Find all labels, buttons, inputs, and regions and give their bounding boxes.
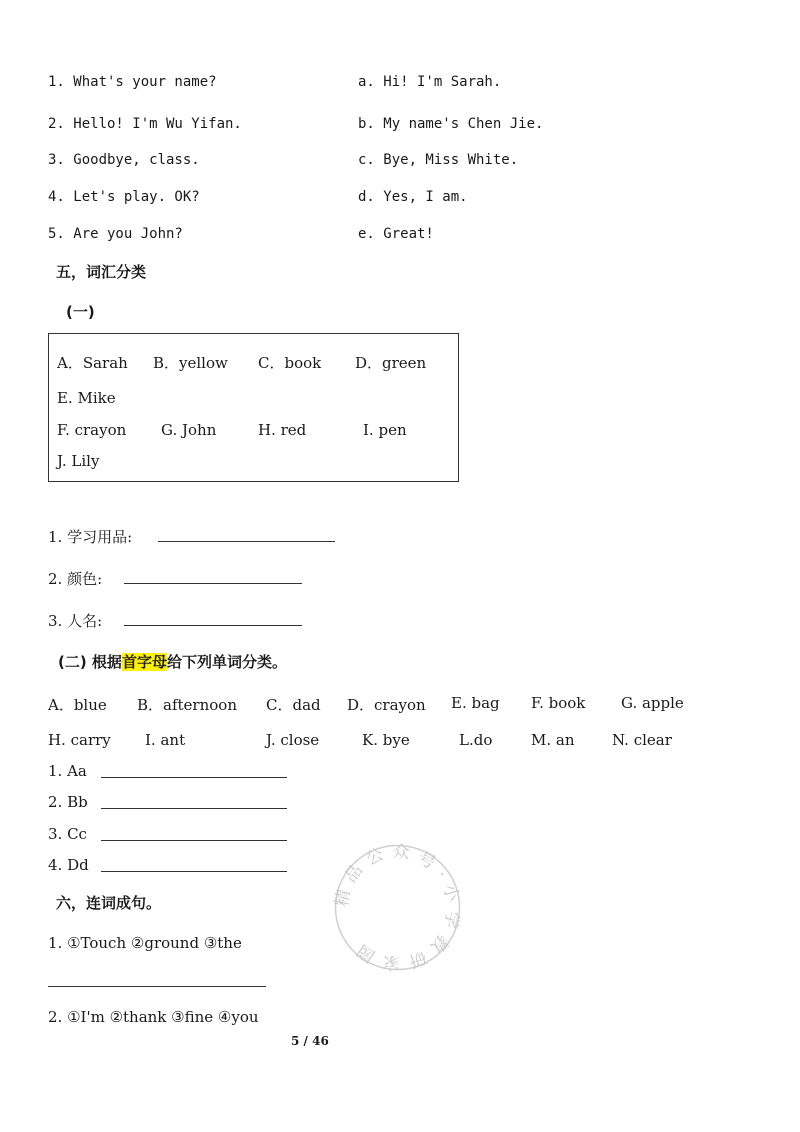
- page-number: 5 / 46: [291, 1034, 329, 1048]
- word-d: D．green: [355, 354, 427, 372]
- answer-blank: [101, 840, 287, 841]
- category-colors: 2. 颜色:: [48, 570, 103, 588]
- part1-title: (一): [66, 303, 95, 321]
- word2-i: I. ant: [145, 731, 186, 749]
- word-i: I. pen: [363, 421, 407, 439]
- answer-blank: [48, 986, 266, 987]
- answer-blank: [124, 583, 302, 584]
- match-right-a: a. Hi! I'm Sarah.: [358, 74, 502, 90]
- word2-n: N. clear: [612, 731, 672, 749]
- match-left-5: 5. Are you John?: [48, 226, 183, 242]
- svg-text:精 品 公 众 号 · 小 学 教 研 家 园: 精 品 公 众 号 · 小 学 教 研 家 园: [331, 841, 463, 974]
- match-left-3: 3. Goodbye, class.: [48, 152, 200, 168]
- sentence-item-2: 2. ①I'm ②thank ③fine ④you: [48, 1008, 259, 1026]
- answer-blank: [124, 625, 302, 626]
- word2-b: B．afternoon: [137, 696, 237, 714]
- match-right-d: d. Yes, I am.: [358, 189, 468, 205]
- category-names: 3. 人名:: [48, 612, 103, 630]
- word2-a: A．blue: [48, 696, 107, 714]
- word2-k: K. bye: [362, 731, 410, 749]
- word2-g: G. apple: [621, 694, 684, 712]
- highlighted-text: 首字母: [121, 653, 167, 671]
- sentence-item-1: 1. ①Touch ②ground ③the: [48, 934, 242, 952]
- answer-blank: [101, 777, 287, 778]
- word2-e: E. bag: [451, 694, 500, 712]
- word-j: J. Lily: [57, 452, 100, 470]
- watermark-stamp: [330, 840, 465, 975]
- section5-title: 五，词汇分类: [56, 263, 147, 281]
- match-left-1: 1. What's your name?: [48, 74, 217, 90]
- word2-j: J. close: [266, 731, 320, 749]
- answer-blank: [158, 541, 335, 542]
- word-c: C．book: [258, 354, 322, 372]
- word-h: H. red: [258, 421, 307, 439]
- section6-title: 六，连词成句。: [56, 894, 162, 912]
- match-right-c: c. Bye, Miss White.: [358, 152, 519, 168]
- match-left-2: 2. Hello! I'm Wu Yifan.: [48, 116, 242, 132]
- answer-blank: [101, 808, 287, 809]
- word-a: A．Sarah: [57, 354, 128, 372]
- word2-h: H. carry: [48, 731, 111, 749]
- word2-m: M. an: [531, 731, 575, 749]
- match-right-e: e. Great!: [358, 226, 434, 242]
- word-b: B．yellow: [153, 354, 228, 372]
- word2-l: L.do: [459, 731, 493, 749]
- word-f: F. crayon: [57, 421, 127, 439]
- word2-c: C．dad: [266, 696, 321, 714]
- part2-title: (二) 根据首字母给下列单词分类。: [58, 653, 287, 671]
- category-dd: 4. Dd: [48, 856, 89, 874]
- word2-d: D．crayon: [347, 696, 426, 714]
- category-bb: 2. Bb: [48, 793, 88, 811]
- answer-blank: [101, 871, 287, 872]
- category-school-supplies: 1. 学习用品:: [48, 528, 133, 546]
- category-cc: 3. Cc: [48, 825, 87, 843]
- match-right-b: b. My name's Chen Jie.: [358, 116, 544, 132]
- category-aa: 1. Aa: [48, 762, 87, 780]
- word2-f: F. book: [531, 694, 586, 712]
- match-left-4: 4. Let's play. OK?: [48, 189, 200, 205]
- word-e: E. Mike: [57, 389, 116, 407]
- word-g: G. John: [161, 421, 217, 439]
